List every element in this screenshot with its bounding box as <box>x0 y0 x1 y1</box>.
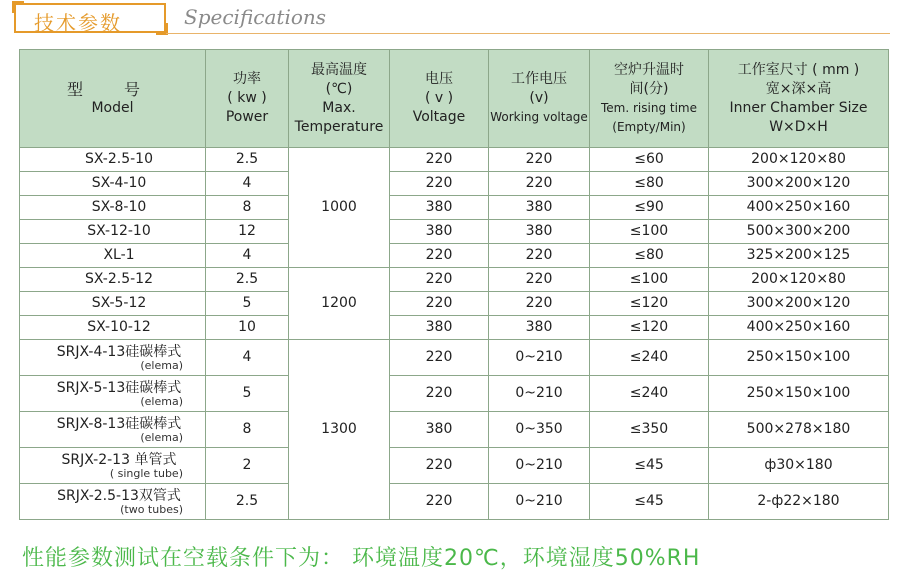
cell-model: SX-5-12 <box>20 292 206 316</box>
cell-chamber-size: 300×200×120 <box>709 172 889 196</box>
cell-chamber-size: 300×200×120 <box>709 292 889 316</box>
cell-rising-time: ≤120 <box>590 316 709 340</box>
cell-model: XL-1 <box>20 244 206 268</box>
cell-model: SX-10-12 <box>20 316 206 340</box>
cell-max-temperature: 1200 <box>289 268 390 340</box>
cell-rising-time: ≤45 <box>590 448 709 484</box>
cell-model: SRJX-4-13硅碳棒式 (elema) <box>20 340 206 376</box>
cell-power: 8 <box>206 412 289 448</box>
table-row <box>20 220 889 244</box>
cell-power: 12 <box>206 220 289 244</box>
table-row <box>20 292 889 316</box>
cell-model: SRJX-2.5-13双管式 (two tubes) <box>20 484 206 520</box>
spec-table <box>19 49 889 520</box>
table-row <box>20 448 889 484</box>
cell-rising-time: ≤60 <box>590 148 709 172</box>
cell-working-voltage: 220 <box>489 292 590 316</box>
cell-working-voltage: 0~210 <box>489 448 590 484</box>
cell-chamber-size: 400×250×160 <box>709 316 889 340</box>
table-row <box>20 172 889 196</box>
cell-chamber-size: 250×150×100 <box>709 340 889 376</box>
cell-model: SX-4-10 <box>20 172 206 196</box>
cell-power: 10 <box>206 316 289 340</box>
cell-power: 4 <box>206 172 289 196</box>
cell-max-temperature: 1300 <box>289 340 390 520</box>
cell-working-voltage: 220 <box>489 172 590 196</box>
title-frame <box>14 3 166 33</box>
cell-chamber-size: ф30×180 <box>709 448 889 484</box>
cell-working-voltage: 220 <box>489 268 590 292</box>
cell-working-voltage: 0~210 <box>489 484 590 520</box>
header-working-voltage: 工作电压 (v) Working voltage <box>489 50 590 148</box>
table-row <box>20 316 889 340</box>
table-row <box>20 244 889 268</box>
table-row <box>20 412 889 448</box>
cell-model: SRJX-5-13硅碳棒式 (elema) <box>20 376 206 412</box>
cell-power: 2.5 <box>206 148 289 172</box>
cell-rising-time: ≤100 <box>590 220 709 244</box>
cell-working-voltage: 380 <box>489 196 590 220</box>
cell-voltage: 220 <box>390 340 489 376</box>
table-row <box>20 268 889 292</box>
cell-power: 5 <box>206 376 289 412</box>
cell-rising-time: ≤350 <box>590 412 709 448</box>
cell-max-temperature: 1000 <box>289 148 390 268</box>
cell-voltage: 220 <box>390 484 489 520</box>
cell-power: 4 <box>206 244 289 268</box>
table-row <box>20 484 889 520</box>
cell-chamber-size: 400×250×160 <box>709 196 889 220</box>
cell-working-voltage: 0~210 <box>489 340 590 376</box>
cell-rising-time: ≤90 <box>590 196 709 220</box>
header-rising-time: 空炉升温时 间(分) Tem. rising time (Empty/Min) <box>590 50 709 148</box>
cell-working-voltage: 220 <box>489 148 590 172</box>
cell-chamber-size: 500×278×180 <box>709 412 889 448</box>
cell-rising-time: ≤80 <box>590 244 709 268</box>
cell-model: SX-12-10 <box>20 220 206 244</box>
cell-voltage: 220 <box>390 172 489 196</box>
header-temperature: 最高温度 (℃) Max. Temperature <box>289 50 390 148</box>
cell-model: SX-2.5-12 <box>20 268 206 292</box>
title-divider <box>166 33 890 34</box>
cell-working-voltage: 0~210 <box>489 376 590 412</box>
cell-voltage: 380 <box>390 412 489 448</box>
table-row <box>20 340 889 376</box>
cell-voltage: 220 <box>390 448 489 484</box>
cell-voltage: 220 <box>390 244 489 268</box>
cell-model: SRJX-8-13硅碳棒式 (elema) <box>20 412 206 448</box>
cell-chamber-size: 500×300×200 <box>709 220 889 244</box>
cell-voltage: 380 <box>390 196 489 220</box>
cell-working-voltage: 380 <box>489 316 590 340</box>
cell-power: 2 <box>206 448 289 484</box>
cell-voltage: 220 <box>390 148 489 172</box>
cell-power: 8 <box>206 196 289 220</box>
cell-rising-time: ≤100 <box>590 268 709 292</box>
cell-model: SX-8-10 <box>20 196 206 220</box>
table-row <box>20 148 889 172</box>
cell-voltage: 380 <box>390 220 489 244</box>
cell-rising-time: ≤120 <box>590 292 709 316</box>
cell-voltage: 220 <box>390 376 489 412</box>
cell-chamber-size: 2-ф22×180 <box>709 484 889 520</box>
cell-working-voltage: 380 <box>489 220 590 244</box>
cell-working-voltage: 0~350 <box>489 412 590 448</box>
header-chamber-size: 工作室尺寸 ( mm ) 宽×深×高 Inner Chamber Size W×D×H <box>709 50 889 148</box>
cell-model: SX-2.5-10 <box>20 148 206 172</box>
cell-power: 4 <box>206 340 289 376</box>
cell-rising-time: ≤45 <box>590 484 709 520</box>
frame-corner-decoration <box>12 1 24 13</box>
test-conditions-note: 性能参数测试在空载条件下为： 环境温度20℃，环境湿度50%RH <box>22 546 701 571</box>
cell-power: 5 <box>206 292 289 316</box>
header-model: 型 号 Model <box>20 50 206 148</box>
cell-rising-time: ≤80 <box>590 172 709 196</box>
section-header <box>14 3 890 39</box>
cell-rising-time: ≤240 <box>590 340 709 376</box>
cell-chamber-size: 325×200×125 <box>709 244 889 268</box>
table-row <box>20 376 889 412</box>
cell-chamber-size: 250×150×100 <box>709 376 889 412</box>
cell-voltage: 220 <box>390 292 489 316</box>
cell-working-voltage: 220 <box>489 244 590 268</box>
cell-rising-time: ≤240 <box>590 376 709 412</box>
section-title-en: Specifications <box>184 5 327 29</box>
cell-power: 2.5 <box>206 268 289 292</box>
cell-chamber-size: 200×120×80 <box>709 268 889 292</box>
cell-voltage: 380 <box>390 316 489 340</box>
cell-chamber-size: 200×120×80 <box>709 148 889 172</box>
header-voltage: 电压 ( v ) Voltage <box>390 50 489 148</box>
header-power: 功率 ( kw ) Power <box>206 50 289 148</box>
cell-power: 2.5 <box>206 484 289 520</box>
section-title-cn: 技术参数 <box>34 11 122 35</box>
cell-model: SRJX-2-13 单管式 ( single tube) <box>20 448 206 484</box>
table-header-row <box>20 50 889 148</box>
table-row <box>20 196 889 220</box>
cell-voltage: 220 <box>390 268 489 292</box>
